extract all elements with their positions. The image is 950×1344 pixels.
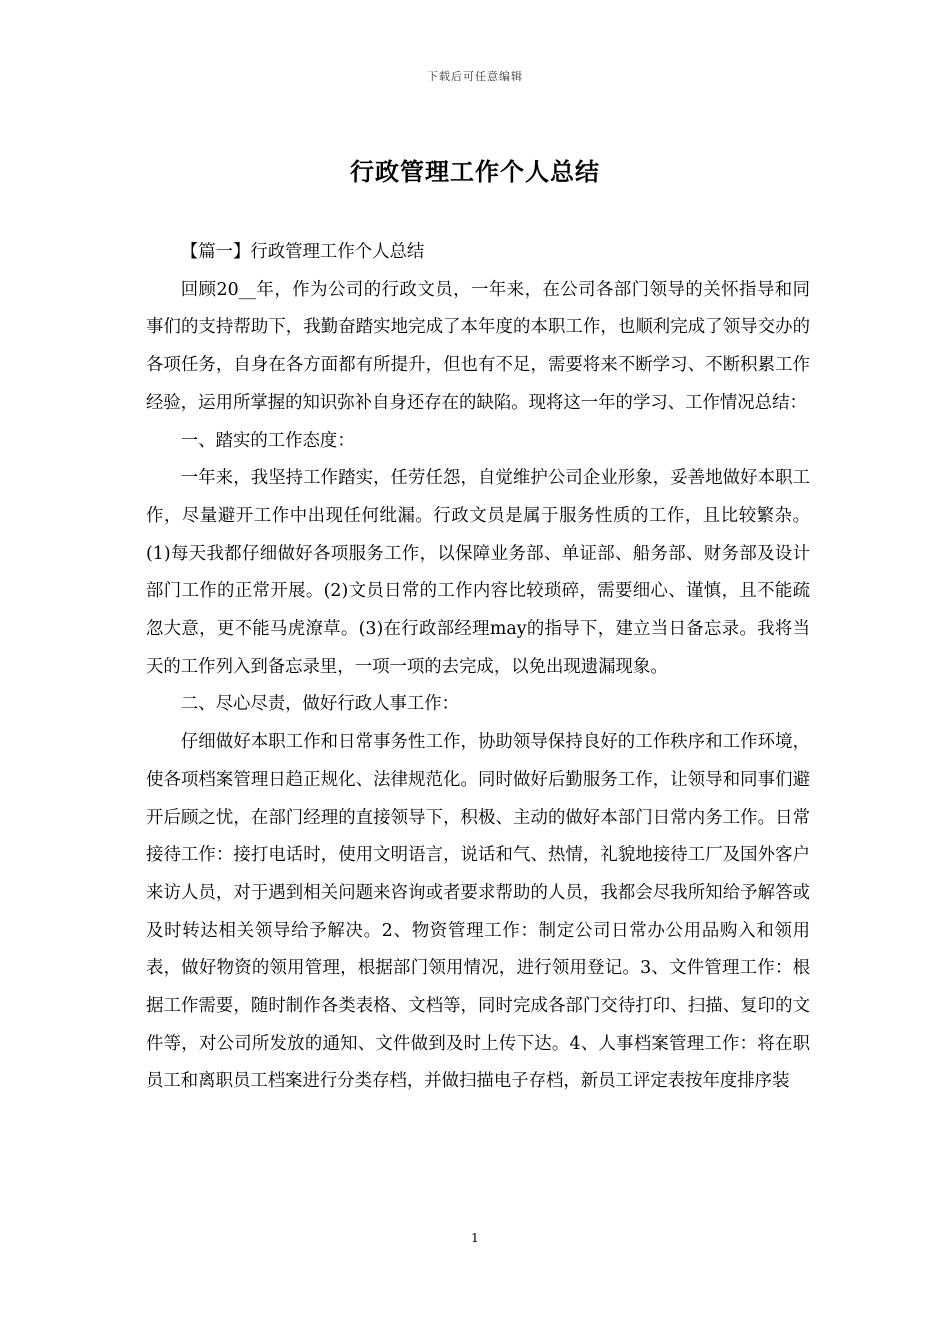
document-body: [146, 234, 810, 1101]
paragraph-heading-2: 二、尽心尽责，做好行政人事工作：: [180, 694, 460, 715]
page-number: 1: [471, 1231, 479, 1245]
paragraph-heading-1: 一、踏实的工作态度：: [180, 430, 355, 451]
document-title: 行政管理工作个人总结: [350, 157, 600, 186]
paragraph-intro: 回顾20__年，作为公司的行政文员，一年来，在公司各部门领导的关怀指导和同事们的支持帮助下，我勤奋踏实地完成了本年度的本职工作，也顺利完成了领导交办的各项任务，自身在各方面都有所提升，但也有不足，需要将来不断学习、不断积累工作经验，运用所掌握的知识弥补自身还存在的缺陷。现将这一年的学习、工作情况总结：: [146, 279, 810, 413]
paragraph-work-attitude: 一年来，我坚持工作踏实，任劳任怨，自觉维护公司企业形象，妥善地做好本职工作，尽量避开工作中出现任何纰漏。行政文员是属于服务性质的工作，且比较繁杂。(1)每天我都仔细做好各项服务工作，以保障业务部、单证部、船务部、财务部及设计部门工作的正常开展。(2)文员日常的工作内容比较琐碎，需要细心、谨慎，且不能疏忽大意，更不能马虎潦草。(3)在行政部经理may的指导下，建立当日备忘录。我将当天的工作列入到备忘录里，一项一项的去完成，以免出现遗漏现象。: [146, 468, 810, 677]
paragraph-section-heading: 【篇一】行政管理工作个人总结: [180, 242, 425, 262]
header-note: 下载后可任意编辑: [427, 70, 523, 83]
paragraph-admin-work: 仔细做好本职工作和日常事务性工作，协助领导保持良好的工作秩序和工作环境，使各项档案管理日趋正规化、法律规范化。同时做好后勤服务工作，让领导和同事们避开后顾之忧，在部门经理的直接领导下，积极、主动的做好本部门日常内务工作。日常接待工作：接打电话时，使用文明语言，说话和气、热情，礼貌地接待工厂及国外客户来访人员，对于遇到相关问题来咨询或者要求帮助的人员，我都会尽我所知给予解答或及时转达相关领导给予解决。2、物资管理工作：制定公司日常办公用品购入和领用表，做好物资的领用管理，根据部门领用情况，进行领用登记。3、文件管理工作：根据工作需要，随时制作各类表格、文档等，同时完成各部门交待打印、扫描、复印的文件等，对公司所发放的通知、文件做到及时上传下达。4、人事档案管理工作：将在职员工和离职员工档案进行分类存档，并做扫描电子存档，新员工评定表按年度排序装: [146, 732, 810, 1092]
